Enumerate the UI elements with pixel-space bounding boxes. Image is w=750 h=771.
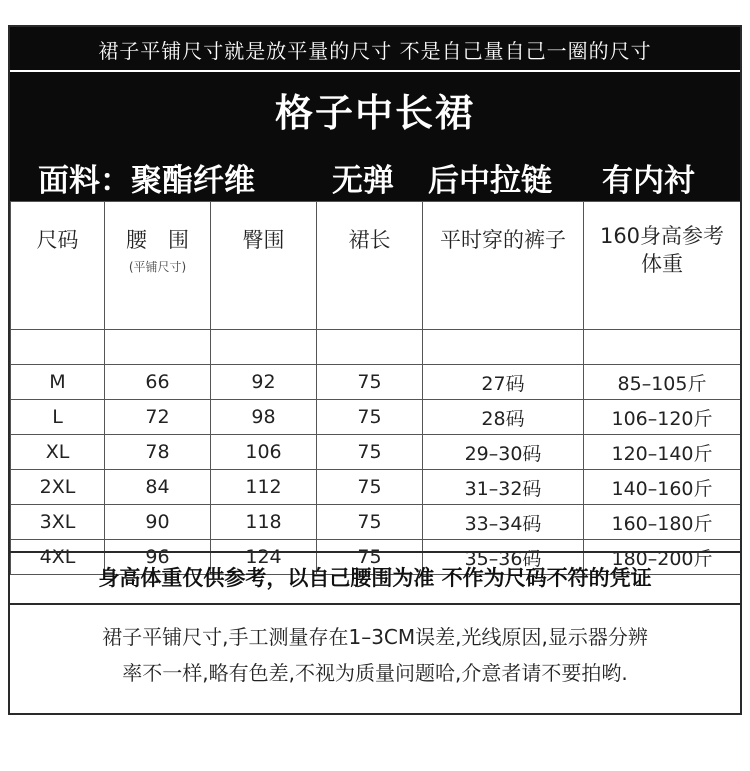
cell-size: L xyxy=(11,400,105,435)
cell-length: 75 xyxy=(317,505,423,540)
cell-hip: 112 xyxy=(211,470,317,505)
cell-pants: 33–34码 xyxy=(423,505,584,540)
cell-size: 2XL xyxy=(11,470,105,505)
size-table xyxy=(10,201,741,575)
product-title: 格子中长裙 xyxy=(274,90,475,135)
cell-hip: 106 xyxy=(211,435,317,470)
table-row xyxy=(11,400,741,435)
cell-length: 75 xyxy=(317,540,423,575)
cell-hip: 98 xyxy=(211,400,317,435)
header-pants-size: 平时穿的裤子 xyxy=(423,202,584,330)
spec-fabric: 面料：聚酯纤维 xyxy=(38,163,255,199)
cell-weight: 160–180斤 xyxy=(584,505,741,540)
cell-waist: 84 xyxy=(105,470,211,505)
measurement-disclaimer xyxy=(10,619,740,691)
cell-hip: 92 xyxy=(211,365,317,400)
size-chart-frame xyxy=(8,25,742,715)
cell-waist: 72 xyxy=(105,400,211,435)
cell-waist: 90 xyxy=(105,505,211,540)
cell-pants: 31–32码 xyxy=(423,470,584,505)
cell-length: 75 xyxy=(317,470,423,505)
table-row xyxy=(11,470,741,505)
table-row xyxy=(11,505,741,540)
cell-size: 3XL xyxy=(11,505,105,540)
spec-zipper: 后中拉链 xyxy=(428,163,552,199)
spec-stretch: 无弹 xyxy=(332,163,394,199)
cell-length: 75 xyxy=(317,435,423,470)
table-header-row xyxy=(11,202,741,330)
cell-weight: 106–120斤 xyxy=(584,400,741,435)
cell-pants: 28码 xyxy=(423,400,584,435)
cell-pants: 35–36码 xyxy=(423,540,584,575)
header-waist: 腰 围 (平铺尺寸) xyxy=(105,202,211,330)
table-spacer-row xyxy=(11,330,741,365)
cell-size: 4XL xyxy=(11,540,105,575)
cell-pants: 27码 xyxy=(423,365,584,400)
cell-length: 75 xyxy=(317,365,423,400)
disclaimer-line-1: 裙子平铺尺寸,手工测量存在1–3CM误差,光线原因,显示器分辨 xyxy=(102,625,648,649)
header-length: 裙长 xyxy=(317,202,423,330)
spec-lining: 有内衬 xyxy=(602,163,695,199)
disclaimer-line-2: 率不一样,略有色差,不视为质量问题哈,介意者请不要拍哟. xyxy=(122,661,628,685)
reference-note: 身高体重仅供参考，以自己腰围为准 不作为尺码不符的凭证 xyxy=(10,551,740,605)
table-row xyxy=(11,435,741,470)
header-waist-note: (平铺尺寸) xyxy=(128,260,187,274)
cell-hip: 124 xyxy=(211,540,317,575)
header-hip: 臀围 xyxy=(211,202,317,330)
table-row xyxy=(11,365,741,400)
cell-size: M xyxy=(11,365,105,400)
cell-weight: 120–140斤 xyxy=(584,435,741,470)
cell-waist: 78 xyxy=(105,435,211,470)
cell-pants: 29–30码 xyxy=(423,435,584,470)
header-weight: 160身高参考体重 xyxy=(584,202,741,330)
cell-weight: 85–105斤 xyxy=(584,365,741,400)
cell-weight: 140–160斤 xyxy=(584,470,741,505)
cell-weight: 180–200斤 xyxy=(584,540,741,575)
cell-length: 75 xyxy=(317,400,423,435)
banner-divider xyxy=(10,70,740,72)
cell-size: XL xyxy=(11,435,105,470)
measurement-notice: 裙子平铺尺寸就是放平量的尺寸 不是自己量自己一圈的尺寸 xyxy=(98,39,652,63)
cell-hip: 118 xyxy=(211,505,317,540)
cell-waist: 66 xyxy=(105,365,211,400)
header-size: 尺码 xyxy=(11,202,105,330)
cell-waist: 96 xyxy=(105,540,211,575)
